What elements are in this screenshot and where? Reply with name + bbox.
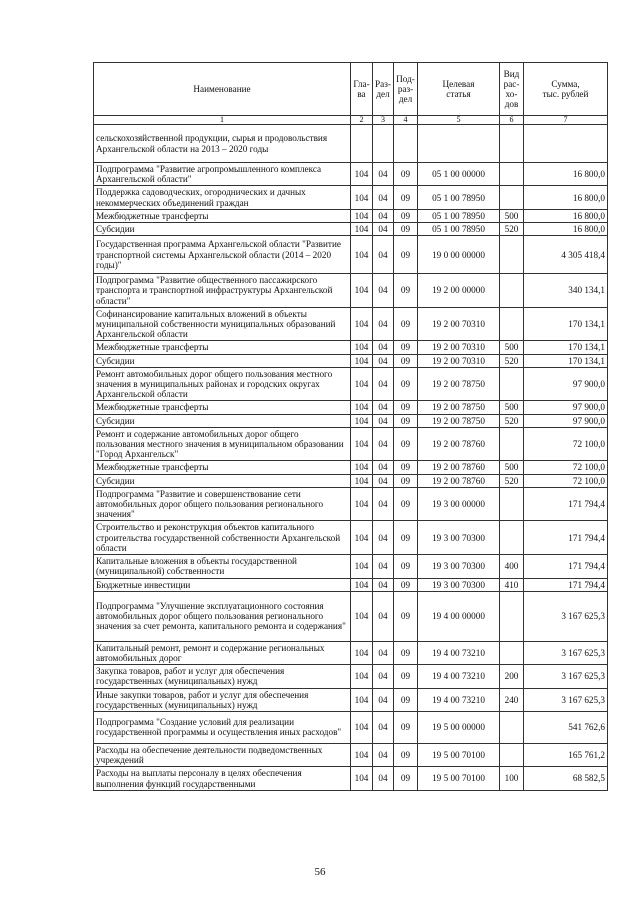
cell-target-article: 19 2 00 00000 bbox=[418, 274, 500, 308]
table-row bbox=[94, 743, 608, 766]
cell-chapter: 104 bbox=[351, 474, 373, 487]
cell-name: Подпрограмма "Развитие общественного пассажирского транспорта и транспортной инфраструктуры Архангельской области" bbox=[94, 274, 351, 308]
cell-expense-type: 400 bbox=[500, 555, 524, 578]
cell-subsection: 09 bbox=[394, 461, 418, 474]
cell-subsection: 09 bbox=[394, 367, 418, 401]
cell-expense-type: 500 bbox=[500, 401, 524, 414]
cell-subsection: 09 bbox=[394, 163, 418, 186]
cell-chapter: 104 bbox=[351, 341, 373, 354]
cell-subsection: 09 bbox=[394, 665, 418, 688]
cell-chapter: 104 bbox=[351, 591, 373, 641]
page-number: 56 bbox=[314, 866, 326, 878]
table-row bbox=[94, 555, 608, 578]
cell-target-article: 19 4 00 73210 bbox=[418, 665, 500, 688]
cell-expense-type bbox=[500, 307, 524, 341]
cell-section: 04 bbox=[373, 223, 394, 236]
column-number-chapter: 2 bbox=[351, 116, 373, 125]
cell-amount: 97 900,0 bbox=[524, 414, 608, 427]
cell-target-article: 05 1 00 78950 bbox=[418, 223, 500, 236]
cell-amount: 16 800,0 bbox=[524, 163, 608, 186]
cell-expense-type bbox=[500, 521, 524, 555]
cell-expense-type: 520 bbox=[500, 223, 524, 236]
cell-amount: 171 794,4 bbox=[524, 521, 608, 555]
cell-subsection: 09 bbox=[394, 711, 418, 743]
cell-section: 04 bbox=[373, 665, 394, 688]
cell-target-article: 19 2 00 70310 bbox=[418, 307, 500, 341]
cell-section: 04 bbox=[373, 688, 394, 711]
cell-target-article: 19 3 00 70300 bbox=[418, 555, 500, 578]
table-row bbox=[94, 487, 608, 521]
table-row bbox=[94, 427, 608, 461]
cell-section bbox=[373, 125, 394, 163]
cell-amount: 16 800,0 bbox=[524, 223, 608, 236]
table-row bbox=[94, 767, 608, 790]
cell-amount: 3 167 625,3 bbox=[524, 665, 608, 688]
cell-section: 04 bbox=[373, 555, 394, 578]
cell-chapter: 104 bbox=[351, 555, 373, 578]
cell-subsection: 09 bbox=[394, 688, 418, 711]
cell-subsection: 09 bbox=[394, 427, 418, 461]
cell-expense-type bbox=[500, 427, 524, 461]
cell-target-article: 19 2 00 70310 bbox=[418, 341, 500, 354]
cell-amount: 3 167 625,3 bbox=[524, 641, 608, 664]
cell-name: Субсидии bbox=[94, 414, 351, 427]
cell-expense-type: 410 bbox=[500, 578, 524, 591]
cell-section: 04 bbox=[373, 341, 394, 354]
cell-target-article: 19 2 00 78760 bbox=[418, 427, 500, 461]
cell-chapter: 104 bbox=[351, 163, 373, 186]
cell-amount: 171 794,4 bbox=[524, 555, 608, 578]
cell-expense-type bbox=[500, 591, 524, 641]
cell-amount: 170 134,1 bbox=[524, 307, 608, 341]
cell-name: Софинансирование капитальных вложений в объекты муниципальной собственности муниципальных образований Архангельской области bbox=[94, 307, 351, 341]
header-name: Наименование bbox=[94, 63, 351, 116]
cell-amount: 3 167 625,3 bbox=[524, 591, 608, 641]
cell-name: Подпрограмма "Развитие и совершенствование сети автомобильных дорог общего пользования регионального значения" bbox=[94, 487, 351, 521]
cell-name: Подпрограмма "Создание условий для реализации государственной программы и осуществления иных расходов" bbox=[94, 711, 351, 743]
cell-subsection: 09 bbox=[394, 414, 418, 427]
cell-amount: 72 100,0 bbox=[524, 474, 608, 487]
cell-amount: 72 100,0 bbox=[524, 427, 608, 461]
budget-table bbox=[93, 62, 608, 791]
header-chapter: Гла- ва bbox=[351, 63, 373, 116]
cell-section: 04 bbox=[373, 274, 394, 308]
cell-amount: 170 134,1 bbox=[524, 354, 608, 367]
cell-amount: 171 794,4 bbox=[524, 487, 608, 521]
cell-subsection: 09 bbox=[394, 209, 418, 222]
cell-amount: 541 762,6 bbox=[524, 711, 608, 743]
cell-name: Поддержка садоводческих, огороднических и дачных некоммерческих объединений граждан bbox=[94, 186, 351, 209]
header-target-article: Целевая статья bbox=[418, 63, 500, 116]
cell-name: Подпрограмма "Улучшение эксплуатационного состояния автомобильных дорог общего пользования регионального значения за счет ремонта, капитального ремонта и содержания" bbox=[94, 591, 351, 641]
cell-section: 04 bbox=[373, 186, 394, 209]
cell-target-article: 19 2 00 70310 bbox=[418, 354, 500, 367]
cell-target-article: 19 2 00 78760 bbox=[418, 474, 500, 487]
cell-section: 04 bbox=[373, 641, 394, 664]
cell-amount: 4 305 418,4 bbox=[524, 236, 608, 274]
cell-name: Межбюджетные трансферты bbox=[94, 209, 351, 222]
cell-section: 04 bbox=[373, 414, 394, 427]
cell-chapter: 104 bbox=[351, 487, 373, 521]
cell-amount: 165 761,2 bbox=[524, 743, 608, 766]
cell-expense-type bbox=[500, 711, 524, 743]
cell-section: 04 bbox=[373, 427, 394, 461]
cell-target-article: 05 1 00 78950 bbox=[418, 186, 500, 209]
cell-chapter: 104 bbox=[351, 688, 373, 711]
cell-subsection: 09 bbox=[394, 487, 418, 521]
table-row bbox=[94, 236, 608, 274]
cell-section: 04 bbox=[373, 461, 394, 474]
table-row bbox=[94, 163, 608, 186]
cell-target-article: 19 4 00 73210 bbox=[418, 641, 500, 664]
table-row bbox=[94, 223, 608, 236]
cell-target-article: 19 4 00 73210 bbox=[418, 688, 500, 711]
cell-subsection: 09 bbox=[394, 354, 418, 367]
cell-amount: 97 900,0 bbox=[524, 401, 608, 414]
column-number-expense-type: 6 bbox=[500, 116, 524, 125]
column-number-target-article: 5 bbox=[418, 116, 500, 125]
cell-expense-type: 200 bbox=[500, 665, 524, 688]
table-row bbox=[94, 474, 608, 487]
cell-chapter: 104 bbox=[351, 236, 373, 274]
cell-name: Расходы на выплаты персоналу в целях обеспечения выполнения функций государственными bbox=[94, 767, 351, 790]
cell-amount: 16 800,0 bbox=[524, 209, 608, 222]
column-number-subsection: 4 bbox=[394, 116, 418, 125]
cell-target-article: 19 3 00 70300 bbox=[418, 521, 500, 555]
cell-expense-type: 500 bbox=[500, 341, 524, 354]
cell-expense-type: 500 bbox=[500, 461, 524, 474]
cell-chapter: 104 bbox=[351, 209, 373, 222]
cell-target-article: 19 3 00 70300 bbox=[418, 578, 500, 591]
cell-chapter: 104 bbox=[351, 641, 373, 664]
cell-name: Бюджетные инвестиции bbox=[94, 578, 351, 591]
column-number-row bbox=[94, 116, 608, 125]
cell-subsection: 09 bbox=[394, 743, 418, 766]
cell-name: сельскохозяйственной продукции, сырья и продовольствия Архангельской области на 2013 – 2020 годы bbox=[94, 125, 351, 163]
cell-target-article: 05 1 00 78950 bbox=[418, 209, 500, 222]
cell-subsection: 09 bbox=[394, 521, 418, 555]
cell-section: 04 bbox=[373, 711, 394, 743]
cell-amount: 171 794,4 bbox=[524, 578, 608, 591]
cell-amount: 16 800,0 bbox=[524, 186, 608, 209]
cell-subsection: 09 bbox=[394, 186, 418, 209]
table-row bbox=[94, 521, 608, 555]
cell-subsection: 09 bbox=[394, 223, 418, 236]
cell-expense-type bbox=[500, 743, 524, 766]
cell-subsection: 09 bbox=[394, 307, 418, 341]
cell-subsection: 09 bbox=[394, 236, 418, 274]
cell-chapter: 104 bbox=[351, 711, 373, 743]
cell-chapter: 104 bbox=[351, 223, 373, 236]
cell-chapter: 104 bbox=[351, 401, 373, 414]
table-row bbox=[94, 711, 608, 743]
cell-target-article: 19 5 00 70100 bbox=[418, 767, 500, 790]
cell-subsection bbox=[394, 125, 418, 163]
cell-amount: 72 100,0 bbox=[524, 461, 608, 474]
header-amount: Сумма, тыс. рублей bbox=[524, 63, 608, 116]
column-number-amount: 7 bbox=[524, 116, 608, 125]
cell-section: 04 bbox=[373, 401, 394, 414]
cell-subsection: 09 bbox=[394, 474, 418, 487]
cell-section: 04 bbox=[373, 578, 394, 591]
cell-name: Подпрограмма "Развитие агропромышленного комплекса Архангельской области" bbox=[94, 163, 351, 186]
cell-expense-type bbox=[500, 236, 524, 274]
table-row bbox=[94, 367, 608, 401]
cell-name: Межбюджетные трансферты bbox=[94, 461, 351, 474]
table-row bbox=[94, 274, 608, 308]
cell-name: Ремонт и содержание автомобильных дорог общего пользования местного значения в муниципальном образовании "Город Архангельск" bbox=[94, 427, 351, 461]
cell-section: 04 bbox=[373, 163, 394, 186]
table-row bbox=[94, 641, 608, 664]
cell-target-article: 05 1 00 00000 bbox=[418, 163, 500, 186]
cell-target-article: 19 2 00 78760 bbox=[418, 461, 500, 474]
cell-expense-type: 500 bbox=[500, 209, 524, 222]
table-row bbox=[94, 461, 608, 474]
table-body bbox=[94, 125, 608, 791]
cell-name: Субсидии bbox=[94, 474, 351, 487]
cell-expense-type bbox=[500, 125, 524, 163]
cell-name: Ремонт автомобильных дорог общего пользования местного значения в муниципальных районах и городских округах Архангельской области bbox=[94, 367, 351, 401]
table-row bbox=[94, 186, 608, 209]
cell-subsection: 09 bbox=[394, 274, 418, 308]
cell-section: 04 bbox=[373, 521, 394, 555]
cell-chapter: 104 bbox=[351, 414, 373, 427]
cell-chapter: 104 bbox=[351, 354, 373, 367]
cell-target-article bbox=[418, 125, 500, 163]
cell-subsection: 09 bbox=[394, 767, 418, 790]
table-row bbox=[94, 125, 608, 163]
cell-expense-type bbox=[500, 367, 524, 401]
cell-expense-type bbox=[500, 274, 524, 308]
cell-name: Субсидии bbox=[94, 354, 351, 367]
column-number-section: 3 bbox=[373, 116, 394, 125]
table-row bbox=[94, 688, 608, 711]
cell-section: 04 bbox=[373, 236, 394, 274]
cell-expense-type: 520 bbox=[500, 354, 524, 367]
cell-subsection: 09 bbox=[394, 401, 418, 414]
cell-subsection: 09 bbox=[394, 591, 418, 641]
cell-section: 04 bbox=[373, 209, 394, 222]
cell-chapter: 104 bbox=[351, 461, 373, 474]
cell-chapter: 104 bbox=[351, 665, 373, 688]
cell-target-article: 19 2 00 78750 bbox=[418, 367, 500, 401]
cell-chapter: 104 bbox=[351, 743, 373, 766]
table-row bbox=[94, 354, 608, 367]
cell-amount: 170 134,1 bbox=[524, 341, 608, 354]
cell-name: Иные закупки товаров, работ и услуг для обеспечения государственных (муниципальных) нужд bbox=[94, 688, 351, 711]
cell-name: Субсидии bbox=[94, 223, 351, 236]
table-row bbox=[94, 307, 608, 341]
cell-section: 04 bbox=[373, 591, 394, 641]
table-row bbox=[94, 591, 608, 641]
table-header-row bbox=[94, 63, 608, 116]
cell-section: 04 bbox=[373, 474, 394, 487]
cell-target-article: 19 2 00 78750 bbox=[418, 414, 500, 427]
budget-table-container bbox=[93, 62, 607, 791]
cell-section: 04 bbox=[373, 367, 394, 401]
cell-subsection: 09 bbox=[394, 555, 418, 578]
cell-target-article: 19 2 00 78750 bbox=[418, 401, 500, 414]
cell-chapter: 104 bbox=[351, 186, 373, 209]
cell-name: Капитальные вложения в объекты государственной (муниципальной) собственности bbox=[94, 555, 351, 578]
cell-amount: 97 900,0 bbox=[524, 367, 608, 401]
header-expense-type: Вид рас- хо- дов bbox=[500, 63, 524, 116]
cell-subsection: 09 bbox=[394, 341, 418, 354]
table-row bbox=[94, 414, 608, 427]
cell-target-article: 19 5 00 00000 bbox=[418, 711, 500, 743]
header-section: Раз- дел bbox=[373, 63, 394, 116]
cell-target-article: 19 3 00 00000 bbox=[418, 487, 500, 521]
cell-section: 04 bbox=[373, 767, 394, 790]
cell-subsection: 09 bbox=[394, 641, 418, 664]
cell-target-article: 19 5 00 70100 bbox=[418, 743, 500, 766]
cell-name: Государственная программа Архангельской области "Развитие транспортной системы Архангельской области (2014 – 2020 годы)" bbox=[94, 236, 351, 274]
cell-section: 04 bbox=[373, 307, 394, 341]
cell-expense-type: 520 bbox=[500, 414, 524, 427]
cell-name: Межбюджетные трансферты bbox=[94, 401, 351, 414]
cell-amount: 340 134,1 bbox=[524, 274, 608, 308]
cell-subsection: 09 bbox=[394, 578, 418, 591]
cell-chapter: 104 bbox=[351, 521, 373, 555]
cell-expense-type: 240 bbox=[500, 688, 524, 711]
table-row bbox=[94, 665, 608, 688]
cell-chapter: 104 bbox=[351, 307, 373, 341]
column-number-name: 1 bbox=[94, 116, 351, 125]
cell-amount: 68 582,5 bbox=[524, 767, 608, 790]
cell-amount bbox=[524, 125, 608, 163]
cell-expense-type bbox=[500, 487, 524, 521]
cell-section: 04 bbox=[373, 743, 394, 766]
cell-section: 04 bbox=[373, 487, 394, 521]
cell-chapter: 104 bbox=[351, 367, 373, 401]
cell-expense-type bbox=[500, 186, 524, 209]
cell-target-article: 19 4 00 00000 bbox=[418, 591, 500, 641]
table-row bbox=[94, 401, 608, 414]
cell-target-article: 19 0 00 00000 bbox=[418, 236, 500, 274]
cell-expense-type bbox=[500, 641, 524, 664]
cell-name: Строительство и реконструкция объектов капитального строительства государственной собственности Архангельской области bbox=[94, 521, 351, 555]
cell-chapter: 104 bbox=[351, 767, 373, 790]
cell-expense-type: 520 bbox=[500, 474, 524, 487]
header-subsection: Под- раз- дел bbox=[394, 63, 418, 116]
cell-expense-type: 100 bbox=[500, 767, 524, 790]
cell-chapter bbox=[351, 125, 373, 163]
cell-name: Расходы на обеспечение деятельности подведомственных учреждений bbox=[94, 743, 351, 766]
cell-name: Межбюджетные трансферты bbox=[94, 341, 351, 354]
cell-chapter: 104 bbox=[351, 578, 373, 591]
cell-chapter: 104 bbox=[351, 274, 373, 308]
cell-amount: 3 167 625,3 bbox=[524, 688, 608, 711]
cell-section: 04 bbox=[373, 354, 394, 367]
table-row bbox=[94, 578, 608, 591]
table-row bbox=[94, 341, 608, 354]
cell-expense-type bbox=[500, 163, 524, 186]
cell-name: Закупка товаров, работ и услуг для обеспечения государственных (муниципальных) нужд bbox=[94, 665, 351, 688]
cell-name: Капитальный ремонт, ремонт и содержание региональных автомобильных дорог bbox=[94, 641, 351, 664]
cell-chapter: 104 bbox=[351, 427, 373, 461]
table-row bbox=[94, 209, 608, 222]
